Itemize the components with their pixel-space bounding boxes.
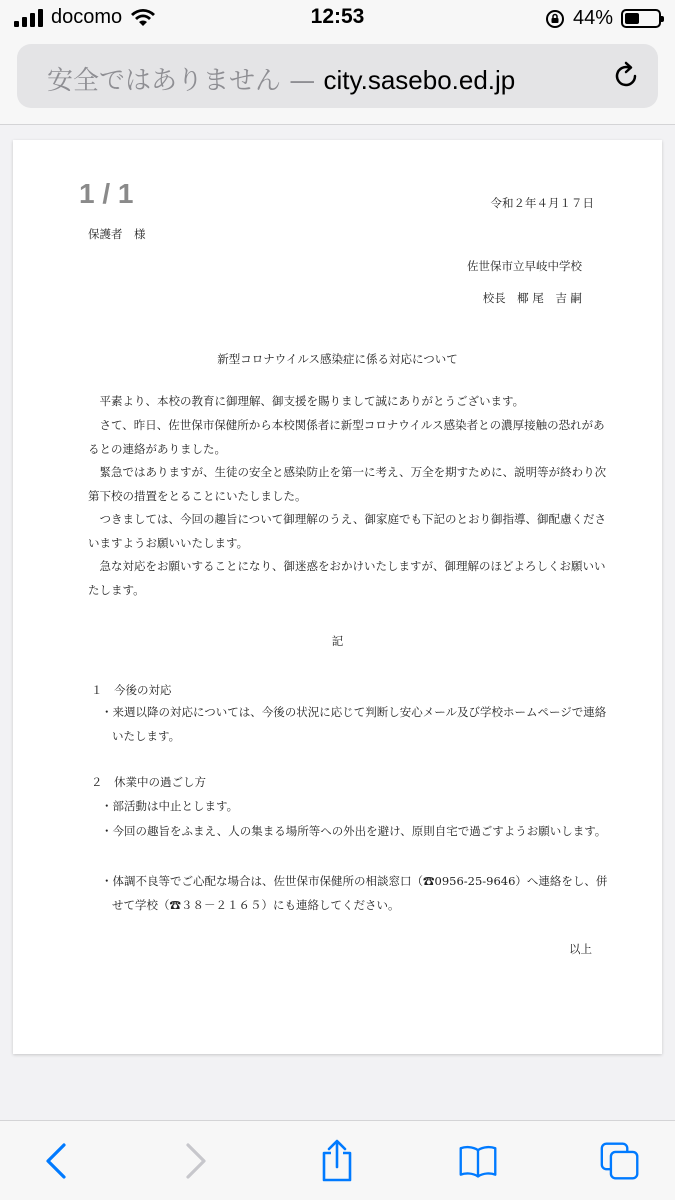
- section-heading: １ 今後の対応: [91, 683, 172, 697]
- paragraph: 急な対応をお願いすることになり、御迷惑をおかけいたしますが、御理解のほどよろしくお願いいたします。: [88, 559, 606, 597]
- back-icon: [44, 1142, 68, 1180]
- url-field[interactable]: [17, 44, 658, 108]
- principal-name: 校長 椰 尾 吉 嗣: [482, 291, 582, 305]
- bookmarks-icon: [458, 1142, 498, 1180]
- url-domain: city.sasebo.ed.jp: [323, 65, 516, 95]
- section-heading: ２ 休業中の過ごし方: [91, 775, 206, 789]
- back-button[interactable]: [36, 1139, 76, 1183]
- closing-text: 以上: [569, 942, 592, 956]
- document-date: 令和２年４月１７日: [490, 196, 594, 210]
- url-text: [47, 60, 515, 97]
- paragraph: 緊急ではありますが、生徒の安全と感染防止を第一に考え、万全を期すために、説明等が終わり次第下校の措置をとることにいたしました。: [88, 465, 607, 503]
- paragraph: つきましては、今回の趣旨について御理解のうえ、御家庭でも下記のとおり御指導、御配慮くださいますようお願いいたします。: [88, 512, 606, 550]
- document-title: 新型コロナウイルス感染症に係る対応について: [217, 352, 458, 366]
- carrier-name: docomo: [51, 6, 123, 28]
- paragraph: さて、昨日、佐世保市保健所から本校関係者に新型コロナウイルス感染者との濃厚接触の恐れがあるとの連絡がありました。: [88, 418, 605, 456]
- orientation-lock-icon: [545, 9, 565, 29]
- forward-icon: [184, 1142, 208, 1180]
- page-counter: 1 / 1: [79, 178, 134, 209]
- list-item: ・今回の趣旨をふまえ、人の集まる場所等への外出を避け、原則自宅で過ごすようお願いします。: [101, 824, 607, 838]
- battery-fill: [625, 13, 639, 24]
- addressee: 保護者 様: [88, 227, 146, 241]
- pdf-page: [13, 140, 662, 1054]
- list-item: ・体調不良等でご心配な場合は、佐世保市保健所の相談窓口（☎0956-25-9646）へ連絡をし、併せて学校（☎３８－２１６５）にも連絡してください。: [101, 874, 608, 912]
- clock: 12:53: [310, 5, 365, 28]
- address-bar: [0, 40, 675, 125]
- insecure-warning: 安全ではありません —: [47, 66, 316, 96]
- forward-button[interactable]: [176, 1139, 216, 1183]
- status-right: [545, 7, 661, 30]
- tabs-icon: [600, 1140, 640, 1182]
- list-item: ・部活動は中止とします。: [101, 799, 239, 813]
- battery-icon: [621, 9, 661, 28]
- share-button[interactable]: [317, 1139, 357, 1183]
- tabs-button[interactable]: [600, 1139, 640, 1183]
- bookmarks-button[interactable]: [458, 1139, 498, 1183]
- battery-percent: 44%: [572, 7, 613, 29]
- school-name: 佐世保市立早岐中学校: [467, 259, 582, 273]
- list-item: ・来週以降の対応については、今後の状況に応じて判断し安心メール及び学校ホームページで連絡いたします。: [101, 705, 607, 743]
- status-bar: [0, 0, 675, 40]
- share-icon: [318, 1139, 356, 1183]
- paragraph: 平素より、本校の教育に御理解、御支援を賜りまして誠にありがとうございます。: [99, 394, 525, 408]
- reload-icon[interactable]: [610, 60, 642, 92]
- ki-heading: 記: [331, 634, 344, 648]
- bottom-toolbar: [0, 1120, 675, 1200]
